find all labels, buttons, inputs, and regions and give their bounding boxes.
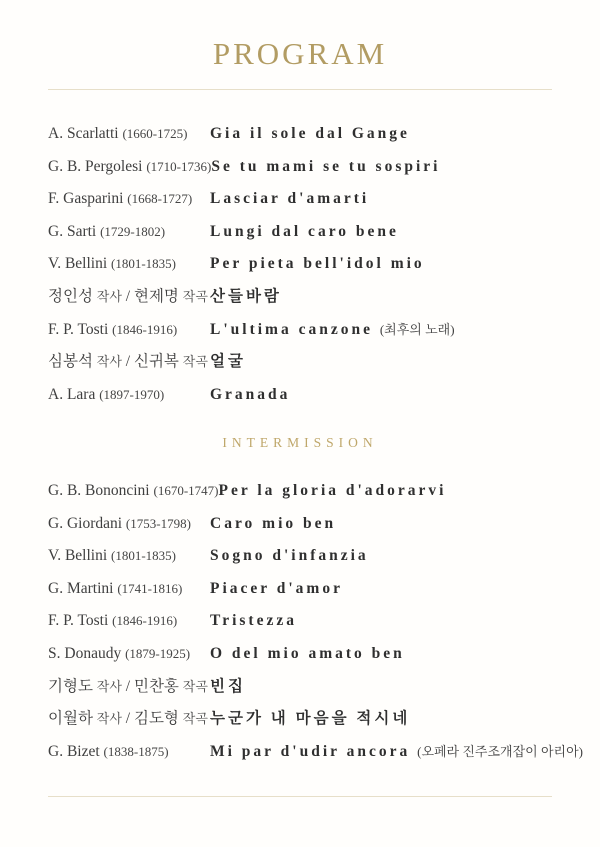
program-row (48, 742, 583, 775)
composer-cell (48, 124, 210, 144)
composer-cell-dates: (1729-1802) (100, 223, 166, 239)
composer-cell-name: / (121, 677, 134, 695)
intermission-label: INTERMISSION (222, 435, 378, 450)
composer-cell-name: A. Scarlatti (48, 125, 123, 142)
program-row (48, 579, 570, 612)
composer-cell-dates: (1879-1925) (125, 645, 191, 661)
composer-cell (48, 579, 210, 599)
song-title-cell-title: Per la gloria d'adorarvi (218, 482, 447, 499)
composer-cell-name: F. Gasparini (48, 190, 128, 208)
composer-cell-name: V. Bellini (48, 255, 112, 273)
song-title-cell-title: Mi par d'udir ancora (210, 742, 418, 760)
composer-cell-name: G. Sarti (48, 222, 101, 240)
composer-cell-name: 정인성 (48, 287, 97, 305)
composer-cell-name: G. B. Bononcini (48, 482, 154, 499)
song-title-cell (210, 579, 570, 599)
composer-cell-name: S. Donaudy (48, 644, 126, 662)
song-title-cell (210, 742, 583, 762)
song-title-cell (210, 677, 570, 697)
program-row (48, 546, 570, 579)
composer-cell-name: F. P. Tosti (48, 612, 113, 630)
song-title-cell-title: Caro mio ben (210, 514, 337, 532)
composer-cell (48, 481, 219, 501)
program-row (48, 644, 570, 677)
composer-cell-name: 신귀복 (133, 353, 183, 371)
composer-cell-name: 현제명 (133, 287, 183, 305)
footer-divider-rule (48, 796, 552, 797)
composer-cell (48, 352, 210, 372)
composer-cell (48, 254, 210, 274)
composer-cell (48, 189, 210, 209)
composer-cell-name: 김도형 (133, 710, 183, 728)
composer-cell-dates: 작사 (96, 288, 122, 304)
composer-cell-dates: (1846-1916) (112, 613, 178, 629)
composer-cell-dates: (1741-1816) (117, 580, 183, 596)
song-title-cell (210, 514, 570, 534)
composer-cell-dates: (1710-1736) (146, 158, 212, 174)
composer-cell-dates: (1801-1835) (111, 256, 177, 272)
program-row (48, 254, 570, 287)
composer-cell-name: / (121, 710, 134, 728)
song-title-cell-title: 산들바람 (210, 287, 282, 305)
composer-cell-name: F. P. Tosti (48, 320, 113, 338)
song-title-cell-title: Per pieta bell'idol mio (210, 255, 425, 273)
page-title: PROGRAM (212, 36, 388, 71)
program-row (48, 222, 570, 255)
program-row (48, 189, 570, 222)
program-list-first-half (48, 124, 570, 417)
composer-cell-dates: (1670-1747) (153, 483, 219, 498)
composer-cell (48, 514, 210, 534)
song-title-cell (210, 352, 570, 372)
song-title-cell (210, 124, 570, 144)
composer-cell (48, 709, 210, 729)
composer-cell-name: G. Bizet (48, 742, 104, 760)
composer-cell-name: G. Giordani (48, 514, 126, 532)
song-title-cell-title: Granada (210, 385, 291, 403)
song-title-cell (211, 157, 570, 177)
composer-cell-name: 이월하 (48, 710, 97, 728)
program-row (48, 352, 570, 385)
program-row (48, 481, 570, 514)
composer-cell (48, 611, 210, 631)
song-title-cell (210, 385, 570, 405)
song-title-cell-title: Lungi dal caro bene (210, 222, 399, 240)
program-row (48, 709, 570, 742)
song-title-cell-title: 빈집 (210, 677, 246, 695)
composer-cell-dates: (1897-1970) (99, 386, 165, 402)
composer-cell-name: G. Martini (48, 579, 118, 597)
composer-cell (48, 287, 210, 307)
composer-cell-dates: (1753-1798) (125, 515, 191, 531)
song-title-cell (210, 320, 570, 340)
composer-cell-dates: 작곡 (182, 288, 208, 304)
composer-cell (48, 320, 210, 340)
song-title-cell (219, 481, 571, 501)
composer-cell-name: 기형도 (48, 677, 97, 695)
composer-cell-dates: (1838-1875) (103, 743, 169, 759)
program-row (48, 611, 570, 644)
composer-cell-name: A. Lara (48, 385, 100, 403)
composer-cell-dates: (1801-1835) (111, 548, 177, 564)
composer-cell-dates: 작사 (96, 711, 122, 727)
song-title-cell-title: 얼굴 (210, 353, 246, 371)
song-title-cell (210, 287, 570, 307)
song-title-cell-title: Sogno d'infanzia (210, 547, 369, 565)
composer-cell-name: V. Bellini (48, 547, 112, 565)
composer-cell (48, 677, 210, 697)
song-title-cell (210, 254, 570, 274)
composer-cell (48, 644, 210, 664)
composer-cell-dates: 작곡 (182, 354, 208, 370)
composer-cell-dates: 작곡 (182, 678, 208, 694)
composer-cell-dates: (1846-1916) (112, 321, 178, 337)
program-row (48, 157, 570, 190)
composer-cell-dates: 작사 (96, 678, 122, 694)
composer-cell-dates: (1668-1727) (127, 191, 193, 207)
header-divider-rule (48, 89, 552, 90)
song-title-cell-title: 누군가 내 마음을 적시네 (210, 710, 411, 728)
composer-cell (48, 546, 210, 566)
program-row (48, 514, 570, 547)
song-title-cell-title: Se tu mami se tu sospiri (211, 157, 441, 175)
song-title-cell (210, 222, 570, 242)
program-row (48, 124, 570, 157)
song-title-cell-note: (최후의 노래) (379, 321, 455, 337)
composer-cell (48, 385, 210, 405)
composer-cell-dates: 작사 (96, 354, 122, 370)
composer-cell-name: / (121, 287, 134, 305)
song-title-cell (210, 546, 570, 566)
program-row (48, 287, 570, 320)
composer-cell (48, 742, 210, 762)
composer-cell-dates: 작곡 (182, 711, 208, 727)
song-title-cell-title: L'ultima canzone (210, 320, 380, 338)
song-title-cell-title: Piacer d'amor (210, 579, 343, 597)
program-row (48, 320, 570, 353)
song-title-cell (210, 189, 570, 209)
program-row (48, 385, 570, 418)
composer-cell-name: 심봉석 (48, 353, 97, 371)
song-title-cell (210, 709, 570, 729)
composer-cell-name: 민찬홍 (133, 677, 183, 695)
song-title-cell-note: (오페라 진주조개잡이 아리아) (417, 743, 583, 759)
song-title-cell-title: Tristezza (210, 612, 297, 630)
composer-cell-dates: (1660-1725) (122, 126, 188, 141)
page-header (0, 38, 600, 69)
composer-cell (48, 157, 211, 177)
composer-cell-name: G. B. Pergolesi (48, 157, 147, 175)
composer-cell-name: / (121, 353, 134, 371)
program-row (48, 677, 570, 710)
song-title-cell-title: Gia il sole dal Gange (210, 125, 410, 142)
song-title-cell (210, 644, 570, 664)
song-title-cell (210, 611, 570, 631)
song-title-cell-title: O del mio amato ben (210, 644, 405, 662)
song-title-cell-title: Lasciar d'amarti (210, 190, 370, 208)
composer-cell (48, 222, 210, 242)
program-list-second-half (48, 481, 583, 774)
